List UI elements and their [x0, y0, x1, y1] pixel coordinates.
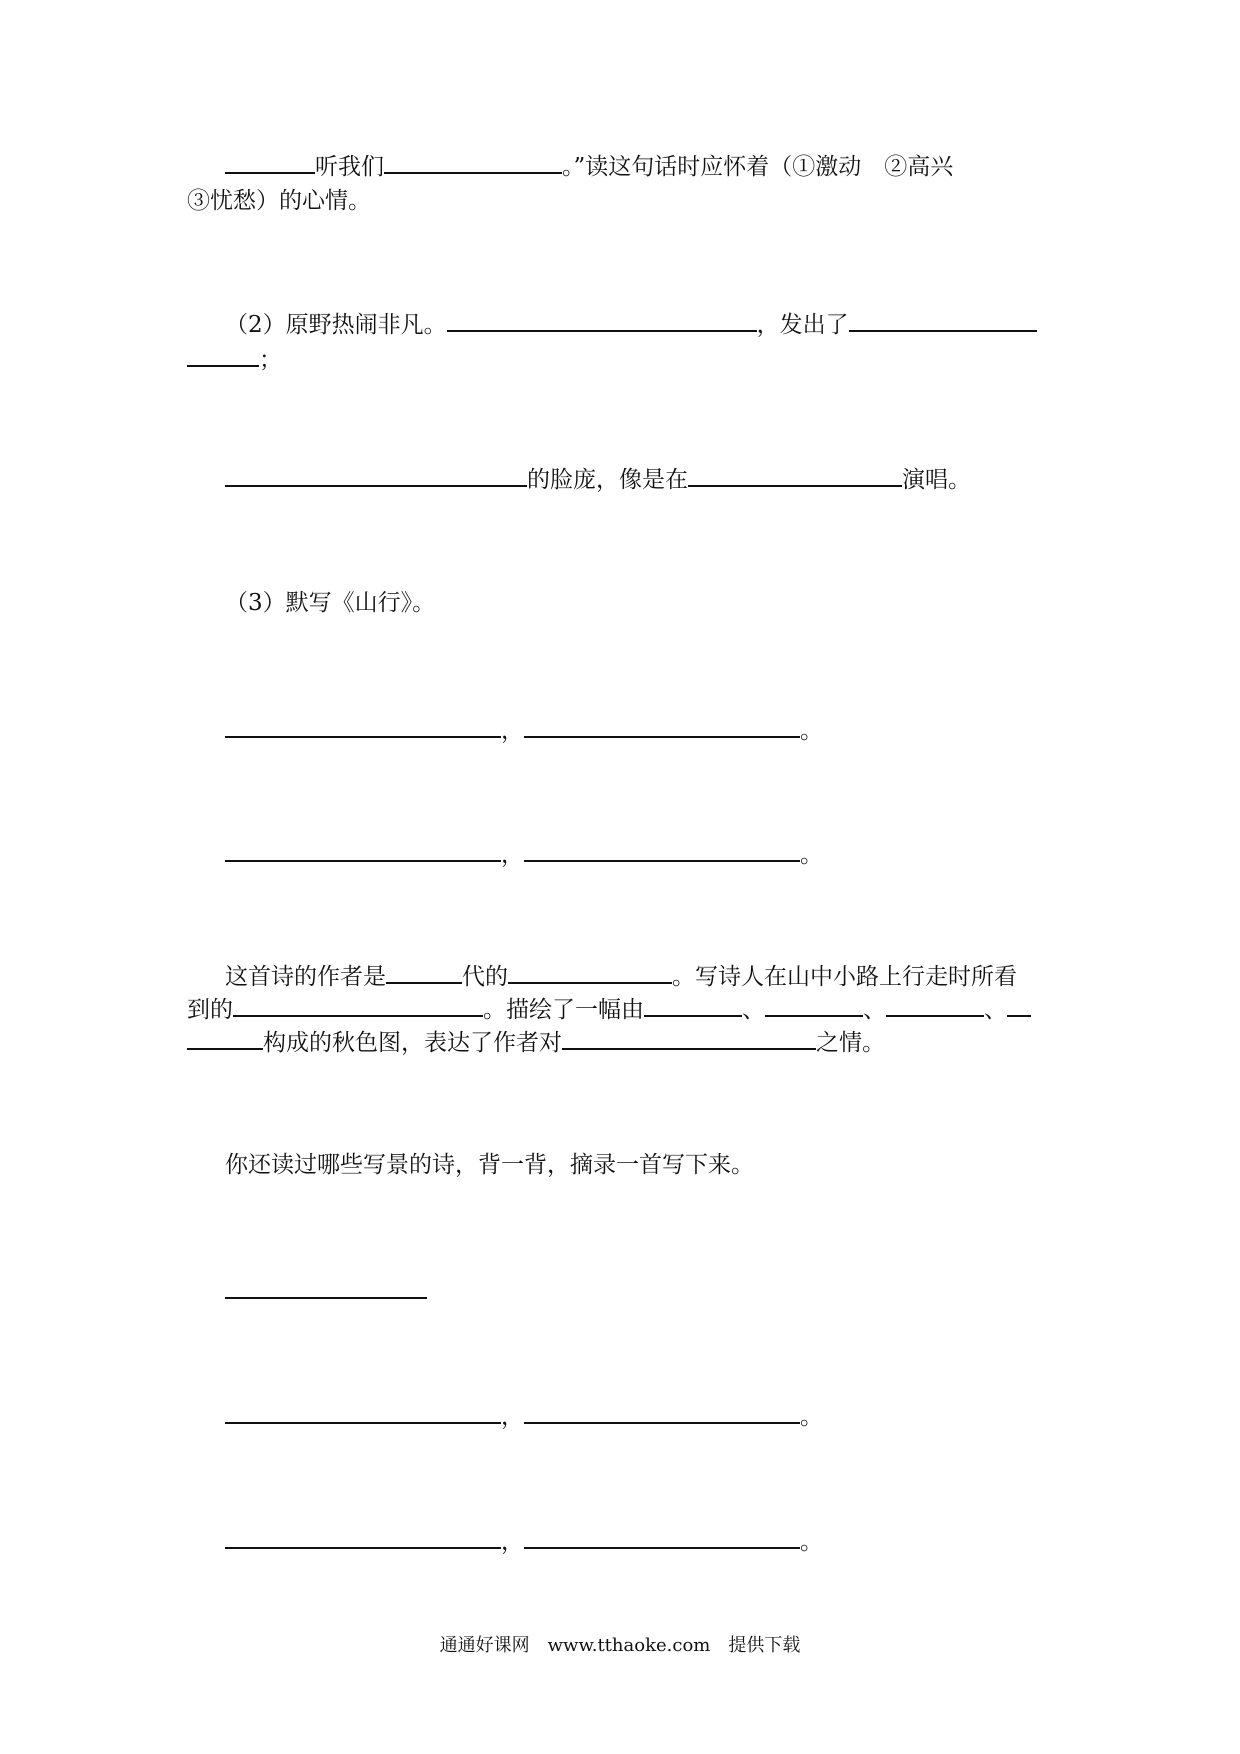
- answer-blank[interactable]: [562, 1026, 816, 1050]
- q4-text: 。描绘了一幅由: [483, 997, 644, 1023]
- answer-blank[interactable]: [187, 1026, 263, 1050]
- q1-line2: [187, 186, 371, 216]
- q4-text: 到的: [187, 997, 233, 1023]
- q2-line2: [187, 343, 282, 375]
- answer-blank[interactable]: [386, 960, 462, 984]
- page-footer: 通通好课网 www.tthaoke.com 提供下载: [439, 1635, 801, 1656]
- period: 。: [800, 718, 823, 744]
- poem-line: [225, 1525, 823, 1557]
- q2-line1: [225, 308, 1037, 340]
- answer-blank[interactable]: [688, 463, 902, 487]
- answer-blank[interactable]: [225, 150, 315, 174]
- q4-line1: [225, 960, 1017, 992]
- answer-blank[interactable]: [524, 838, 800, 862]
- q4-line3: [187, 1026, 885, 1058]
- answer-blank[interactable]: [524, 714, 800, 738]
- poem-title-line: [225, 1275, 427, 1307]
- answer-blank[interactable]: [1007, 993, 1031, 1017]
- q1-text: 听我们: [315, 154, 384, 180]
- answer-blank[interactable]: [508, 960, 672, 984]
- answer-blank[interactable]: [524, 1525, 800, 1549]
- answer-blank[interactable]: [225, 714, 501, 738]
- answer-blank[interactable]: [886, 993, 984, 1017]
- answer-blank[interactable]: [225, 463, 527, 487]
- q3-label: [225, 588, 435, 618]
- period: 。: [800, 842, 823, 868]
- comma: ，: [501, 1529, 524, 1555]
- answer-blank[interactable]: [225, 1400, 501, 1424]
- q5-label-text: 你还读过哪些写景的诗，背一背，摘录一首写下来。: [225, 1152, 754, 1178]
- comma: ，: [501, 842, 524, 868]
- answer-blank[interactable]: [187, 343, 259, 367]
- q2-line3: [225, 463, 971, 495]
- answer-blank[interactable]: [225, 838, 501, 862]
- separator: 、: [984, 997, 1007, 1023]
- comma: ，: [501, 1404, 524, 1430]
- q4-text: 构成的秋色图，表达了作者对: [263, 1030, 562, 1056]
- answer-blank[interactable]: [447, 308, 757, 332]
- q1-text: ③忧愁）的心情。: [187, 188, 371, 214]
- q4-text: 。写诗人在山中小路上行走时所看: [672, 964, 1017, 990]
- q4-text: 代的: [462, 964, 508, 990]
- q2-text: ，发出了: [756, 312, 849, 338]
- q5-label: [225, 1150, 754, 1180]
- q1-text: 。”读这句话时应怀着（①激动 ②高兴: [562, 154, 954, 180]
- answer-blank[interactable]: [225, 1525, 501, 1549]
- separator: 、: [863, 997, 886, 1023]
- answer-blank[interactable]: [225, 1275, 427, 1299]
- answer-blank[interactable]: [765, 993, 863, 1017]
- q2-text: ；: [259, 347, 282, 373]
- answer-blank[interactable]: [644, 993, 742, 1017]
- poem-line: [225, 838, 823, 870]
- q4-text: 这首诗的作者是: [225, 964, 386, 990]
- answer-blank[interactable]: [849, 308, 1037, 332]
- answer-blank[interactable]: [524, 1400, 800, 1424]
- comma: ，: [501, 718, 524, 744]
- answer-blank[interactable]: [233, 993, 483, 1017]
- period: 。: [800, 1529, 823, 1555]
- poem-line: [225, 1400, 823, 1432]
- q3-label-text: （3）默写《山行》。: [225, 590, 436, 616]
- poem-line: [225, 714, 823, 746]
- answer-blank[interactable]: [384, 150, 562, 174]
- q4-line2: [187, 993, 1031, 1025]
- q2-text: 的脸庞，像是在: [527, 467, 688, 493]
- q2-label: （2）原野热闹非凡。: [225, 312, 447, 338]
- q1-line1: [225, 150, 953, 182]
- q2-text: 演唱。: [902, 467, 971, 493]
- period: 。: [800, 1404, 823, 1430]
- separator: 、: [742, 997, 765, 1023]
- q4-text: 之情。: [816, 1030, 885, 1056]
